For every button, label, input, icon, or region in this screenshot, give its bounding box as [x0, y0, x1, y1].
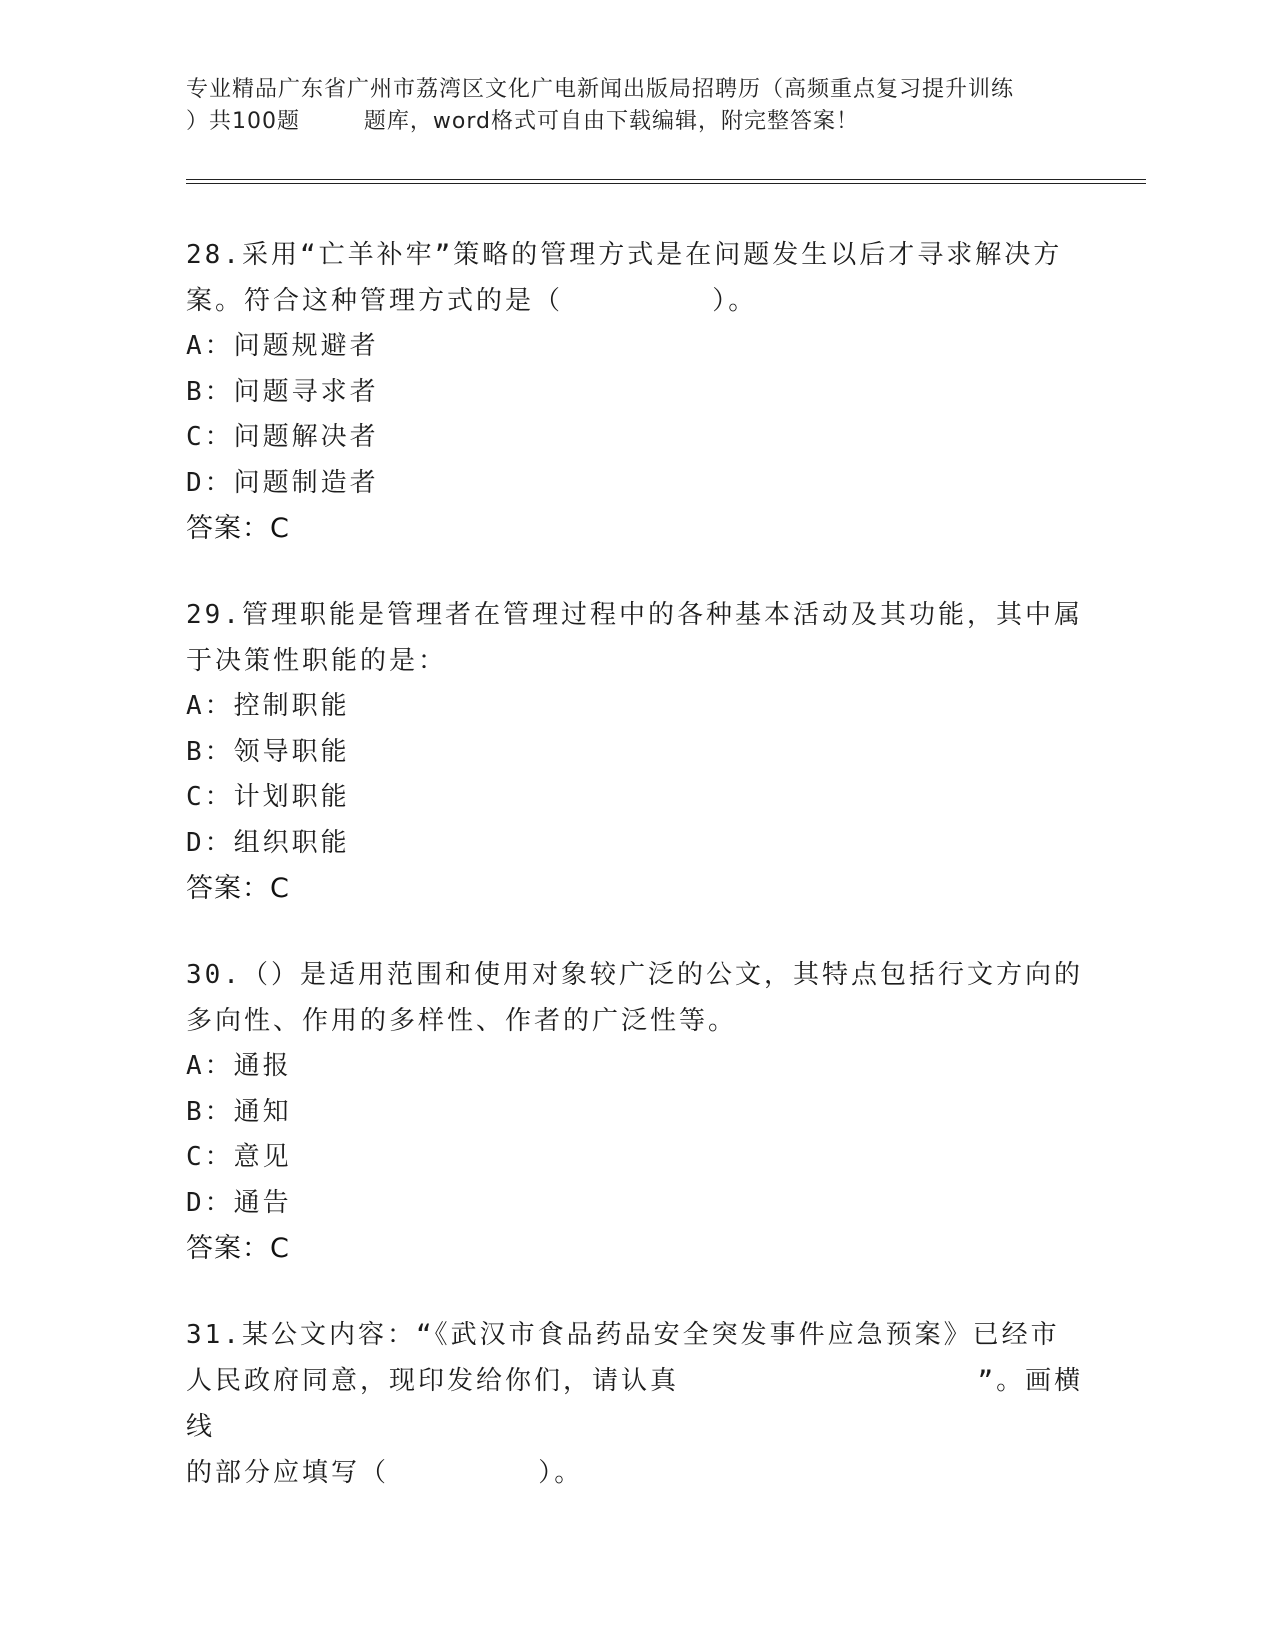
question-30	[186, 952, 1086, 1272]
option-d: D：问题制造者	[186, 467, 379, 498]
question-stem-line: 29.管理职能是管理者在管理过程中的各种基本活动及其功能，其中属	[186, 600, 1083, 630]
question-stem-line: 人民政府同意，现印发给你们，请认真 ”。画横线	[186, 1366, 1084, 1442]
header-title-line-1: 专业精品广东省广州市荔湾区文化广电新闻出版局招聘历（高频重点复习提升训练	[186, 77, 1015, 102]
question-stem-line: 多向性、作用的多样性、作者的广泛性等。	[186, 1006, 738, 1036]
question-stem-line: 于决策性职能的是：	[186, 646, 448, 676]
option-d: D：组织职能	[186, 827, 350, 858]
option-d: D：通告	[186, 1187, 292, 1218]
option-c: C：意见	[186, 1142, 292, 1172]
question-stem-line: 案。符合这种管理方式的是（ ）。	[186, 286, 758, 316]
question-list	[186, 232, 1086, 1536]
option-b: B：领导职能	[186, 736, 350, 767]
document-header	[186, 74, 1086, 138]
question-stem-line: 30.（）是适用范围和使用对象较广泛的公文，其特点包括行文方向的	[186, 960, 1083, 990]
question-28	[186, 232, 1086, 552]
header-divider-top	[186, 179, 1146, 180]
question-29	[186, 592, 1086, 912]
option-a: A：控制职能	[186, 691, 350, 721]
header-divider-bottom	[186, 183, 1146, 184]
option-b: B：问题寻求者	[186, 376, 379, 407]
option-c: C：问题解决者	[186, 422, 379, 452]
option-a: A：问题规避者	[186, 331, 379, 361]
question-stem-line: 的部分应填写（ ）。	[186, 1458, 584, 1488]
question-31	[186, 1312, 1086, 1496]
header-title-line-2: ）共100题 题库，word格式可自由下载编辑，附完整答案！	[186, 109, 860, 134]
option-c: C：计划职能	[186, 782, 350, 812]
answer-line: 答案：C	[186, 513, 290, 544]
question-stem-line: 28.采用“亡羊补牢”策略的管理方式是在问题发生以后才寻求解决方	[186, 240, 1063, 270]
option-b: B：通知	[186, 1096, 292, 1127]
answer-line: 答案：C	[186, 873, 290, 904]
question-stem-line: 31.某公文内容：“《武汉市食品药品安全突发事件应急预案》已经市	[186, 1320, 1060, 1350]
option-a: A：通报	[186, 1051, 292, 1081]
answer-line: 答案：C	[186, 1233, 290, 1264]
